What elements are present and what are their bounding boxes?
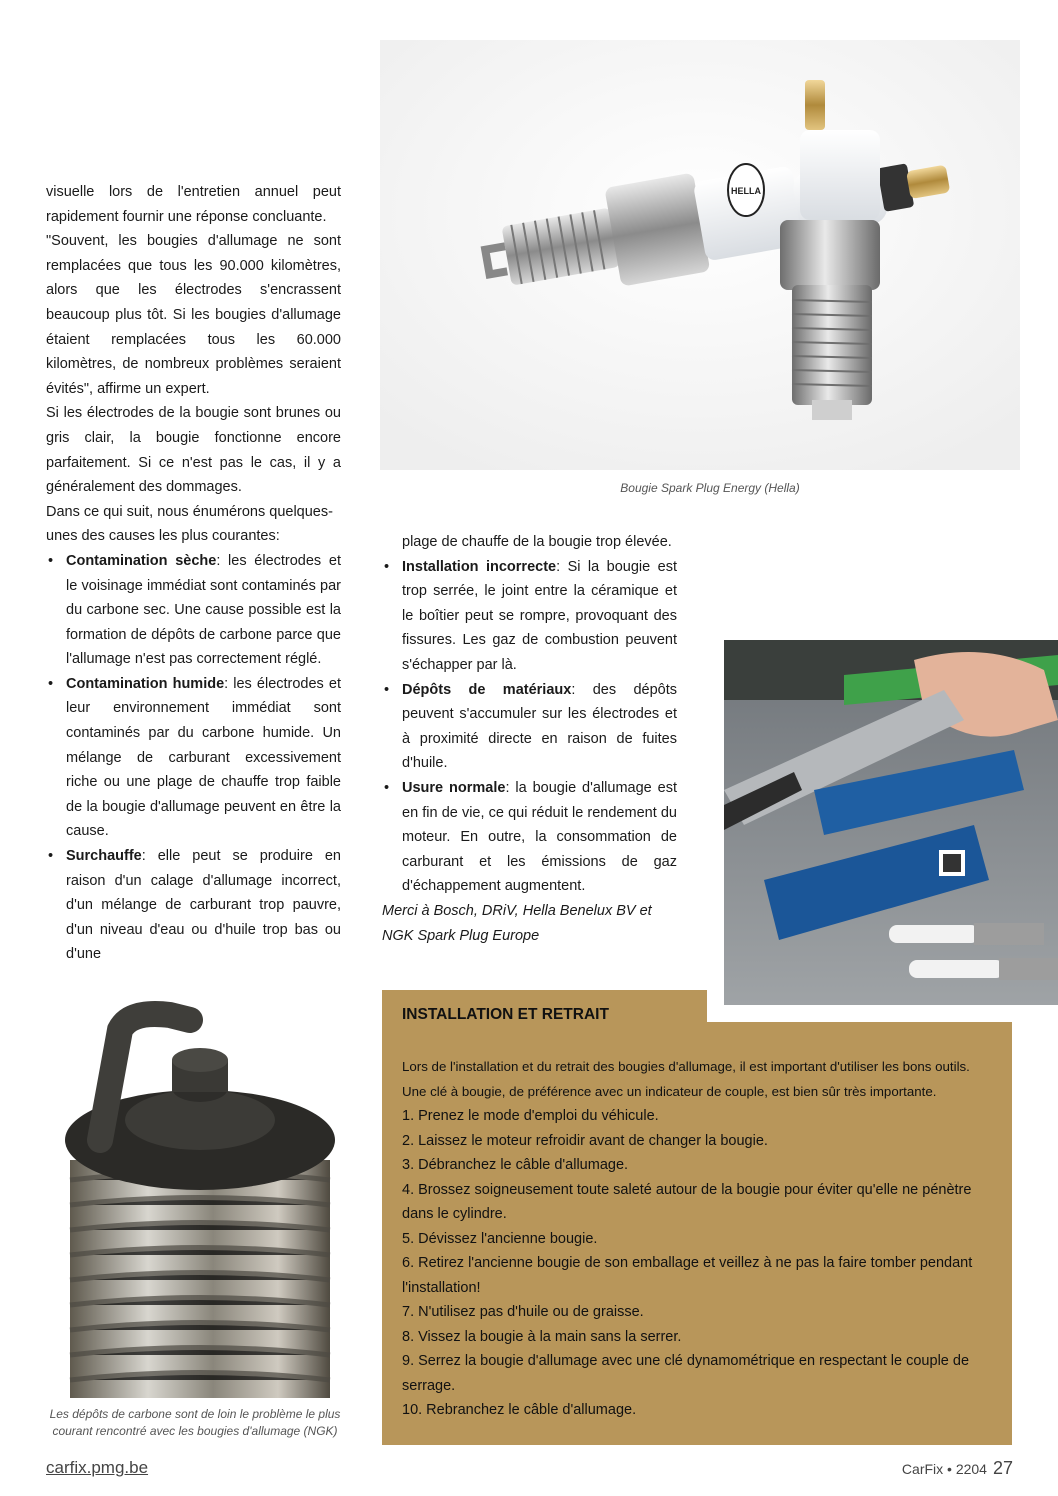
paragraph: "Souvent, les bougies d'allumage ne sont remplacées que tous les 90.000 kilomètres, alors que les électrodes s'encrassent beaucoup plus tôt. Si les bougies d'allumage étaient remplacées tous les 60.000 kilomètres, de nombreux problèmes seraient évités", affirme un expert. [46,233,341,397]
cause-text: : les électrodes et le voisinage immédiat sont contaminés par du carbone sec. Une cause possible est la formation de dépôts de carbone parce que l'allumage n'est pas correctement réglé. [66,552,341,668]
list-item [46,844,341,967]
site-link[interactable]: carfix.pmg.be [46,1458,149,1477]
step-item: 5. Dévissez l'ancienne bougie. [402,1230,598,1247]
caption-ngk: Les dépôts de carbone sont de loin le problème le plus courant rencontré avec les bougies d'allumage (NGK) [49,1407,341,1438]
step-item: 6. Retirez l'ancienne bougie de son emballage et veillez à ne pas la faire tomber pendant l'installation! [402,1255,973,1296]
column-1 [46,180,341,967]
cause-term: Installation incorrecte [402,558,557,575]
cause-text: : Si la bougie est trop serrée, le joint entre la céramique et le boîtier peut se rompre, provoquant des fissures. Les gaz de combustion peuvent s'échapper par là. [402,558,677,673]
step-item: 8. Vissez la bougie à la main sans la serrer. [402,1328,682,1345]
paragraph: visuelle lors de l'entretien annuel peut rapidement fournir une réponse concluante. [46,184,341,225]
cause-text: : elle peut se produire en raison d'un calage d'allumage incorrect, d'un mélange de carburant trop pauvre, d'un niveau d'eau ou d'huile trop bas ou d'une [66,848,341,963]
causes-list-1 [46,549,341,967]
paragraph: Dans ce qui suit, nous énumérons quelques-unes des causes les plus courantes: [46,503,333,545]
cause-term: Usure normale [402,779,506,796]
cause-text: : la bougie d'allumage est en fin de vie, ce qui réduit le rendement du moteur. En outre, la consommation de carburant et les émissions de gaz d'échappement augmentent. [402,779,677,895]
cause-text: : des dépôts peuvent s'accumuler sur les électrodes et à proximité directe en raison de fuites d'huile. [402,681,677,772]
list-item [382,678,677,776]
torque-wrench-photo [724,640,1058,1005]
paragraph-continued: plage de chauffe de la bougie trop élevée. [402,534,672,550]
hella-logo: HELLA [731,186,761,196]
acknowledgement: Merci à Bosch, DRiV, Hella Benelux BV et NGK Spark Plug Europe [382,902,652,944]
hella-spark-plug-photo [380,40,1020,470]
box-intro: Lors de l'installation et du retrait des bougies d'allumage, il est important d'utiliser les bons outils. Une clé à bougie, de préférence avec un indicateur de couple, est bien sûr très importante. [402,1059,970,1099]
list-item [382,776,677,899]
caption-hella: Bougie Spark Plug Energy (Hella) [620,481,800,495]
step-item: 7. N'utilisez pas d'huile ou de graisse. [402,1304,644,1320]
carbon-deposit-plug-photo [40,990,350,1398]
page-footer [902,1458,1013,1479]
step-item: 4. Brossez soigneusement toute saleté autour de la bougie pour éviter qu'elle ne pénètre dans le cylindre. [402,1181,972,1222]
causes-list-2 [382,555,677,899]
issue-label: CarFix • 2204 [901,1461,987,1477]
paragraph: Si les électrodes de la bougie sont brunes ou gris clair, la bougie fonctionne encore parfaitement. Si ce n'est pas le cas, il y a généralement des dommages. [46,405,341,496]
box-content [402,1055,992,1423]
cause-term: Surchauffe [66,848,142,865]
step-item: 1. Prenez le mode d'emploi du véhicule. [402,1108,659,1124]
step-item: 2. Laissez le moteur refroidir avant de changer la bougie. [402,1132,768,1149]
box-title: INSTALLATION ET RETRAIT [402,1006,609,1023]
list-item [46,672,341,844]
step-item: 10. Rebranchez le câble d'allumage. [402,1402,637,1418]
cause-term: Dépôts de matériaux [402,681,572,698]
cause-term: Contamination sèche [66,552,217,569]
column-2 [382,530,677,948]
list-item [382,555,677,678]
step-item: 3. Débranchez le câble d'allumage. [402,1157,629,1173]
cause-term: Contamination humide [66,675,225,692]
page-number: 27 [992,1458,1013,1478]
list-item [46,549,341,672]
cause-text: : les électrodes et leur environnement immédiat sont contaminés par du carbone humide. Un mélange de carburant excessivement riche ou une plage de chauffe trop faible de la bougie d'allumage peuvent en être la cause. [66,675,341,840]
step-item: 9. Serrez la bougie d'allumage avec une clé dynamométrique en respectant le couple de serrage. [402,1353,970,1394]
